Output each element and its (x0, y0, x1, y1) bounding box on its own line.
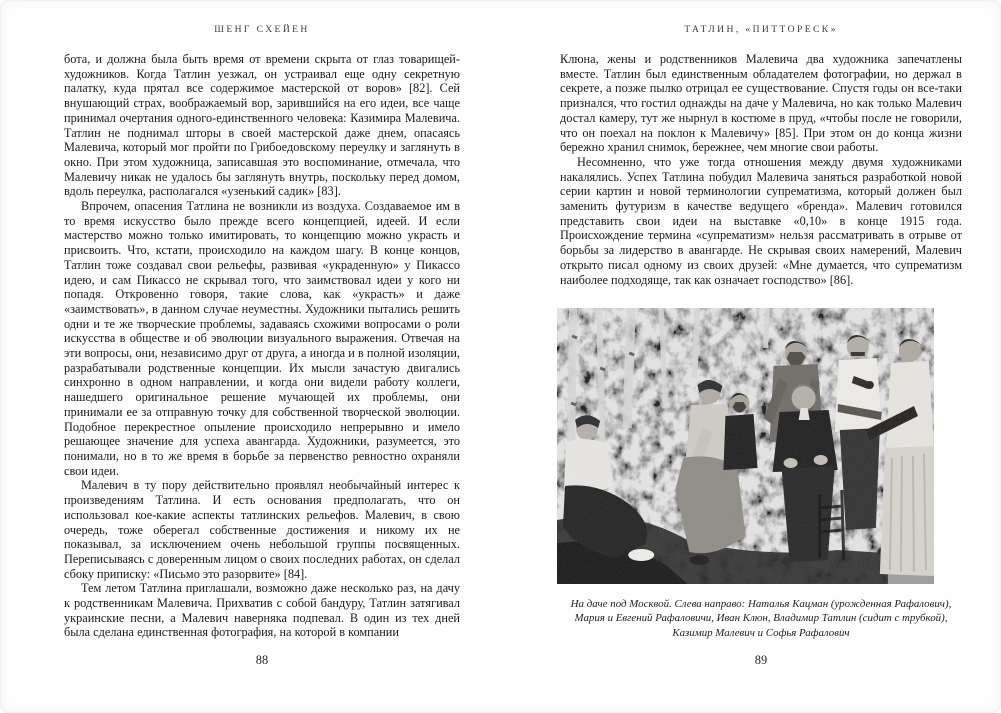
photo-caption: На даче под Москвой. Слева направо: Наталья Кацман (урожденная Рафалович), Мария и Евгений Рафаловичи, Иван Клюн, Владимир Татлин (сидит с трубкой), Казимир Малевич и Софья Рафалович (570, 598, 952, 639)
paragraph: бота, и должна была быть время от времени скрыта от глаз товарищей-художников. Когда Татлин уезжал, он устраивал еще одну секретную палатку, куда прятал все содержимое мастерской от воров» [82]. Сей внушающий страх, воображаемый вор, зарившийся на его идеи, все чаще принимал очертания одного-единственного человека: Казимира Малевича. Татлин не поднимал шторы в своей мастерской даже днем, опасаясь Малевича, который мог пройти по Грибоедовскому переулку и заглянуть в окно. При этом художница, записавшая это воспоминание, отмечала, что Малевичу никак не удалось бы заглянуть внутрь, поскольку перед домом, вдоль переулка, располагался «узенький садик» [83]. (64, 52, 460, 199)
running-head-right: ТАТЛИН, «ПИТТОРЕСК» (684, 24, 838, 35)
dacha-photograph (560, 308, 962, 640)
paragraph: Малевич в ту пору действительно проявлял необычайный интерес к произведениям Татлина. И есть основания предполагать, что он использовал кое-какие аспекты татлинских рельефов. Малевич, в свою очередь, тоже оберегал собственные достижения и никому их не показывал, за исключением очень небольшой группы посвященных. Переписываясь с доверенным лицом о своих последних работах, он сделал сбоку приписку: «Письмо это разорвите» [84]. (64, 478, 460, 581)
paragraph: Несомненно, что уже тогда отношения между двумя художниками накалялись. Успех Татлина побудил Малевича заняться разработкой новой серии картин и новой терминологии супрематизма, который должен был заменить футуризм в качестве ведущего «бренда». Малевич готовился представить свои идеи на выставке «0,10» в конце 1915 года. Происхождение термина «супрематизм» нельзя рассматривать в отрыве от борьбы за лидерство в авангарде. Не скрывая своих намерений, Малевич открыто писал одному из своих друзей: «Мне думается, что супрематизм наиболее подходяще, так как означает господство» [86]. (560, 154, 962, 287)
body-text-left (64, 52, 460, 640)
page-number-right: 89 (754, 653, 768, 667)
page-right (560, 24, 962, 690)
running-head-left: ШЕНГ СХЕЙЕН (214, 24, 310, 35)
body-text-right (560, 52, 962, 287)
dacha-photo-image (557, 308, 934, 584)
paragraph: Тем летом Татлина приглашали, возможно даже несколько раз, на дачу к родственникам Малевича. Прихватив с собой бандуру, Татлин затягивал украинские песни, а Малевич наверняка подпевал. В один из тех дней была сделана единственная фотография, на которой в компании (64, 581, 460, 640)
paragraph: Клюна, жены и родственников Малевича два художника запечатлены вместе. Татлин был единственным обладателем фотографии, но держал в секрете, а позже пылко отрицал ее существование. Спустя годы он все-таки признался, что гостил однажды на даче у Малевича, но как только Малевич достал камеру, тут же нырнул в костюме в пруд, «чтобы после не говорили, что он поехал на поклон к Малевичу» [85]. При этом он до конца жизни бережно хранил снимок, бережнее, чем многие свои работы. (560, 52, 962, 155)
page-number-left: 88 (255, 653, 269, 667)
page-left (64, 24, 460, 690)
paragraph: Впрочем, опасения Татлина не возникли из воздуха. Создаваемое им в то время искусство было прежде всего концепцией, идеей. И если мастерство можно только имитировать, то концепцию можно украсть и присвоить. Что, кстати, происходило на каждом шагу. В конце концов, Татлин тоже создавал свои рельефы, развивая «украденную» у Пикассо идею, и сам Пикассо не скрывал того, что заимствовал идеи у кого ни попадя. Откровенно говоря, такие слова, как «украсть» и даже «заимствовать», в данном случае неуместны. Художники пытались решить одни и те же творческие проблемы, задаваясь схожими вопросами о роли искусства в обществе и об эволюции визуального выражения. Отвечая на эти вопросы, они, независимо друг от друга, а иногда и в полной изоляции, разрабатывали родственные концепции. Их мысли зачастую двигались синхронно в одном направлении, и когда они видели работу коллеги, нашедшего оригинальное решение мучающей их проблемы, они принимали ее за отправную точку для собственной творческой эволюции. Подобное перекрестное опыление происходило непрерывно и имело решающее значение для успеха авангарда. Художники, разумеется, это понимали, но в то же время в борьбе за первенство ревностно охраняли свои идеи. (64, 199, 460, 478)
